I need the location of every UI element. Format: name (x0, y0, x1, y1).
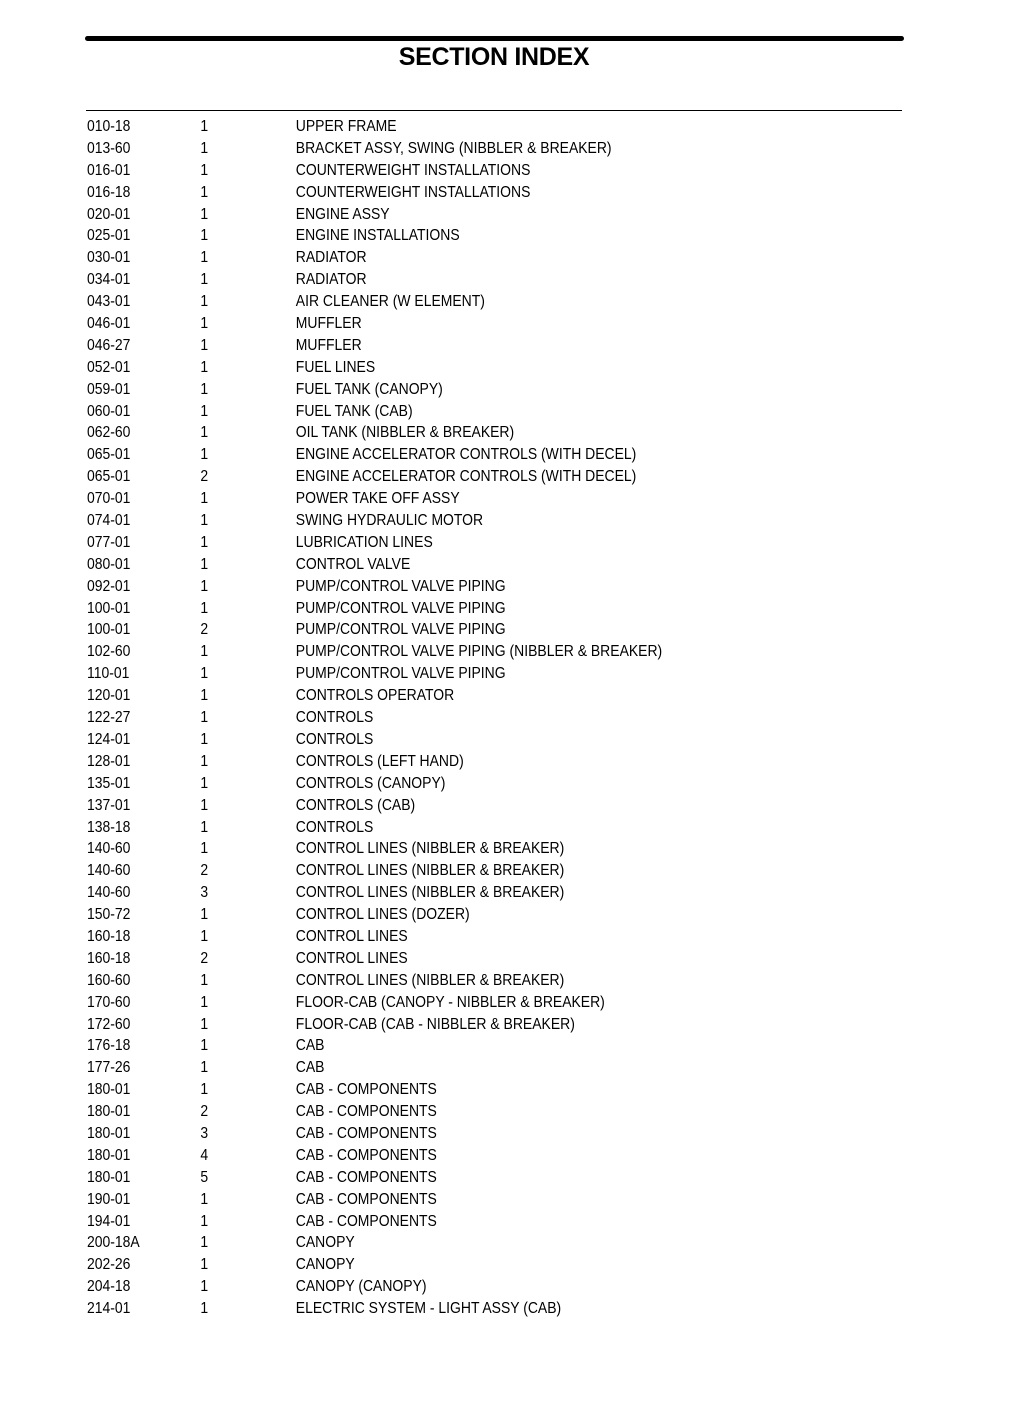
section-number: 214-01 (87, 1300, 131, 1318)
section-number: 160-18 (87, 927, 131, 945)
section-number: 172-60 (87, 1015, 131, 1033)
section-number: 122-27 (87, 709, 131, 727)
page-number: 1 (200, 927, 209, 945)
section-number: 077-01 (87, 533, 131, 551)
page-number: 1 (200, 1190, 209, 1208)
index-row (87, 247, 807, 269)
section-number: 010-18 (87, 118, 131, 135)
section-description: CONTROLS OPERATOR (295, 687, 455, 705)
section-description: ENGINE ACCELERATOR CONTROLS (WITH DECEL) (295, 468, 637, 486)
page-number: 1 (200, 818, 209, 836)
index-row (87, 488, 807, 510)
page-number: 1 (200, 380, 209, 398)
section-number: 102-60 (87, 643, 131, 661)
section-description: PUMP/CONTROL VALVE PIPING (295, 577, 506, 595)
index-row (87, 641, 807, 663)
index-row (87, 619, 807, 641)
index-row (87, 598, 807, 620)
index-row (87, 1145, 807, 1167)
title-divider (86, 110, 902, 111)
page-number: 1 (200, 118, 209, 135)
index-row (87, 663, 807, 685)
page-number: 2 (200, 621, 209, 639)
page-number: 1 (200, 709, 209, 727)
index-row (87, 1276, 807, 1298)
index-row (87, 970, 807, 992)
section-number: 180-01 (87, 1103, 131, 1121)
page-number: 1 (200, 512, 209, 530)
page-number: 1 (200, 993, 209, 1011)
index-row (87, 444, 807, 466)
section-description: PUMP/CONTROL VALVE PIPING (NIBBLER & BREAKER) (295, 643, 663, 661)
section-description: FUEL TANK (CANOPY) (295, 380, 443, 398)
index-row (87, 182, 807, 204)
section-description: CONTROLS (295, 709, 374, 727)
section-number: 204-18 (87, 1278, 131, 1296)
page-number: 1 (200, 1300, 209, 1318)
page-number: 1 (200, 315, 209, 333)
section-description: CAB (295, 1037, 325, 1055)
section-description: CONTROLS (CANOPY) (295, 774, 446, 792)
index-row (87, 225, 807, 247)
section-number: 202-26 (87, 1256, 131, 1274)
section-description: ENGINE INSTALLATIONS (295, 227, 460, 245)
section-description: CANOPY (295, 1234, 355, 1252)
section-description: FUEL TANK (CAB) (295, 402, 413, 420)
section-number: 046-27 (87, 336, 131, 354)
section-description: RADIATOR (295, 271, 367, 289)
index-row (87, 138, 807, 160)
page-number: 1 (200, 249, 209, 267)
section-number: 180-01 (87, 1124, 131, 1142)
section-description: CAB (295, 1059, 325, 1077)
section-description: CONTROL LINES (NIBBLER & BREAKER) (295, 862, 565, 880)
index-row (87, 269, 807, 291)
section-number: 030-01 (87, 249, 131, 267)
page-number: 1 (200, 139, 209, 157)
index-row (87, 926, 807, 948)
section-number: 200-18A (87, 1234, 140, 1252)
section-number: 140-60 (87, 862, 131, 880)
page-number: 1 (200, 906, 209, 924)
section-description: CONTROLS (295, 730, 374, 748)
section-description: CONTROLS (CAB) (295, 796, 416, 814)
index-row (87, 1254, 807, 1276)
page-number: 1 (200, 402, 209, 420)
index-row (87, 1189, 807, 1211)
section-number: 194-01 (87, 1212, 131, 1230)
section-index-table (87, 116, 887, 1320)
page-number: 1 (200, 1278, 209, 1296)
index-row (87, 116, 807, 138)
section-number: 100-01 (87, 621, 131, 639)
section-number: 180-01 (87, 1081, 131, 1099)
section-description: CAB - COMPONENTS (295, 1124, 437, 1142)
index-row (87, 838, 807, 860)
page-number: 1 (200, 271, 209, 289)
section-number: 160-18 (87, 949, 131, 967)
index-row (87, 904, 807, 926)
page-number: 1 (200, 752, 209, 770)
page-number: 1 (200, 577, 209, 595)
page-number: 1 (200, 227, 209, 245)
page-number: 1 (200, 1081, 209, 1099)
section-description: ENGINE ASSY (295, 205, 390, 223)
index-row (87, 992, 807, 1014)
section-number: 170-60 (87, 993, 131, 1011)
index-row (87, 1123, 807, 1145)
section-number: 128-01 (87, 752, 131, 770)
section-description: CAB - COMPONENTS (295, 1190, 437, 1208)
index-row (87, 291, 807, 313)
section-number: 176-18 (87, 1037, 131, 1055)
section-description: CONTROL LINES (NIBBLER & BREAKER) (295, 971, 565, 989)
page-number: 5 (200, 1168, 209, 1186)
page-number: 1 (200, 1037, 209, 1055)
section-description: PUMP/CONTROL VALVE PIPING (295, 599, 506, 617)
index-row (87, 335, 807, 357)
section-description: MUFFLER (295, 315, 362, 333)
page-number: 1 (200, 183, 209, 201)
page-number: 1 (200, 358, 209, 376)
index-row (87, 401, 807, 423)
section-number: 110-01 (87, 665, 130, 683)
section-description: UPPER FRAME (295, 118, 397, 135)
section-description: ELECTRIC SYSTEM - LIGHT ASSY (CAB) (295, 1300, 562, 1318)
index-row (87, 860, 807, 882)
section-description: FLOOR-CAB (CANOPY - NIBBLER & BREAKER) (295, 993, 605, 1011)
section-number: 138-18 (87, 818, 131, 836)
section-description: OIL TANK (NIBBLER & BREAKER) (295, 424, 515, 442)
section-number: 177-26 (87, 1059, 131, 1077)
section-description: FLOOR-CAB (CAB - NIBBLER & BREAKER) (295, 1015, 575, 1033)
section-number: 046-01 (87, 315, 131, 333)
section-number: 180-01 (87, 1146, 131, 1164)
page-number: 1 (200, 293, 209, 311)
index-row (87, 795, 807, 817)
index-row (87, 1101, 807, 1123)
section-description: RADIATOR (295, 249, 367, 267)
index-row (87, 729, 807, 751)
section-description: CONTROL LINES (295, 927, 408, 945)
page-number: 3 (200, 1124, 209, 1142)
section-number: 100-01 (87, 599, 131, 617)
section-description: CONTROLS (295, 818, 374, 836)
section-number: 140-60 (87, 840, 131, 858)
page-number: 1 (200, 336, 209, 354)
section-description: CAB - COMPONENTS (295, 1103, 437, 1121)
section-number: 065-01 (87, 468, 131, 486)
section-number: 016-18 (87, 183, 131, 201)
page-number: 1 (200, 1212, 209, 1230)
section-number: 070-01 (87, 490, 131, 508)
page-number: 2 (200, 1103, 209, 1121)
page-number: 1 (200, 490, 209, 508)
index-row (87, 160, 807, 182)
section-description: CAB - COMPONENTS (295, 1081, 437, 1099)
section-description: CANOPY (295, 1256, 355, 1274)
section-description: CAB - COMPONENTS (295, 1146, 437, 1164)
page-number: 1 (200, 1059, 209, 1077)
section-number: 043-01 (87, 293, 131, 311)
page-number: 1 (200, 424, 209, 442)
index-row (87, 1298, 807, 1320)
index-row (87, 1167, 807, 1189)
section-number: 120-01 (87, 687, 131, 705)
page-number: 1 (200, 730, 209, 748)
page-number: 1 (200, 555, 209, 573)
section-description: SWING HYDRAULIC MOTOR (295, 512, 484, 530)
section-number: 059-01 (87, 380, 131, 398)
index-row (87, 1211, 807, 1233)
section-number: 065-01 (87, 446, 131, 464)
section-description: COUNTERWEIGHT INSTALLATIONS (295, 161, 531, 179)
section-number: 074-01 (87, 512, 131, 530)
index-row (87, 379, 807, 401)
page-number: 4 (200, 1146, 209, 1164)
page-number: 1 (200, 1015, 209, 1033)
index-row (87, 466, 807, 488)
index-row (87, 422, 807, 444)
section-description: PUMP/CONTROL VALVE PIPING (295, 621, 506, 639)
index-row (87, 1057, 807, 1079)
section-number: 080-01 (87, 555, 131, 573)
section-description: COUNTERWEIGHT INSTALLATIONS (295, 183, 531, 201)
section-number: 124-01 (87, 730, 131, 748)
index-row (87, 357, 807, 379)
section-number: 190-01 (87, 1190, 131, 1208)
index-row (87, 1079, 807, 1101)
page-number: 1 (200, 840, 209, 858)
page-number: 1 (200, 599, 209, 617)
index-row (87, 685, 807, 707)
section-number: 016-01 (87, 161, 131, 179)
index-row (87, 882, 807, 904)
index-row (87, 707, 807, 729)
page-title: SECTION INDEX (398, 43, 590, 71)
section-number: 135-01 (87, 774, 131, 792)
section-number: 025-01 (87, 227, 131, 245)
section-number: 140-60 (87, 884, 131, 902)
index-row (87, 1014, 807, 1036)
section-description: CONTROL LINES (DOZER) (295, 906, 470, 924)
section-number: 020-01 (87, 205, 131, 223)
section-description: CONTROL VALVE (295, 555, 411, 573)
page-number: 1 (200, 205, 209, 223)
section-description: CONTROL LINES (NIBBLER & BREAKER) (295, 884, 565, 902)
page-number: 1 (200, 643, 209, 661)
index-row (87, 773, 807, 795)
page-number: 1 (200, 1234, 209, 1252)
section-number: 092-01 (87, 577, 131, 595)
page-number: 2 (200, 862, 209, 880)
section-description: CANOPY (CANOPY) (295, 1278, 427, 1296)
index-row (87, 1232, 807, 1254)
page-number: 1 (200, 774, 209, 792)
section-description: CONTROLS (LEFT HAND) (295, 752, 464, 770)
page-number: 2 (200, 949, 209, 967)
section-number: 060-01 (87, 402, 131, 420)
section-description: FUEL LINES (295, 358, 376, 376)
page-number: 2 (200, 468, 209, 486)
page-number: 1 (200, 161, 209, 179)
index-row (87, 817, 807, 839)
page-number: 1 (200, 687, 209, 705)
page-number: 1 (200, 1256, 209, 1274)
section-description: AIR CLEANER (W ELEMENT) (295, 293, 485, 311)
index-row (87, 313, 807, 335)
page-number: 1 (200, 533, 209, 551)
index-row (87, 1035, 807, 1057)
section-description: MUFFLER (295, 336, 362, 354)
index-row (87, 948, 807, 970)
index-row (87, 532, 807, 554)
index-row (87, 510, 807, 532)
page-number: 1 (200, 796, 209, 814)
index-row (87, 751, 807, 773)
section-number: 137-01 (87, 796, 131, 814)
page-number: 1 (200, 665, 209, 683)
section-description: ENGINE ACCELERATOR CONTROLS (WITH DECEL) (295, 446, 637, 464)
page-number: 3 (200, 884, 209, 902)
section-description: CAB - COMPONENTS (295, 1168, 437, 1186)
index-row (87, 576, 807, 598)
page-number: 1 (200, 446, 209, 464)
section-description: CONTROL LINES (295, 949, 408, 967)
section-description: PUMP/CONTROL VALVE PIPING (295, 665, 506, 683)
page-number: 1 (200, 971, 209, 989)
index-row (87, 204, 807, 226)
section-number: 052-01 (87, 358, 131, 376)
section-number: 150-72 (87, 906, 131, 924)
section-number: 180-01 (87, 1168, 131, 1186)
section-number: 034-01 (87, 271, 131, 289)
section-description: CAB - COMPONENTS (295, 1212, 437, 1230)
section-description: LUBRICATION LINES (295, 533, 433, 551)
section-number: 062-60 (87, 424, 131, 442)
section-number: 160-60 (87, 971, 131, 989)
section-description: BRACKET ASSY, SWING (NIBBLER & BREAKER) (295, 139, 612, 157)
index-row (87, 554, 807, 576)
section-description: POWER TAKE OFF ASSY (295, 490, 460, 508)
section-number: 013-60 (87, 139, 131, 157)
section-description: CONTROL LINES (NIBBLER & BREAKER) (295, 840, 565, 858)
